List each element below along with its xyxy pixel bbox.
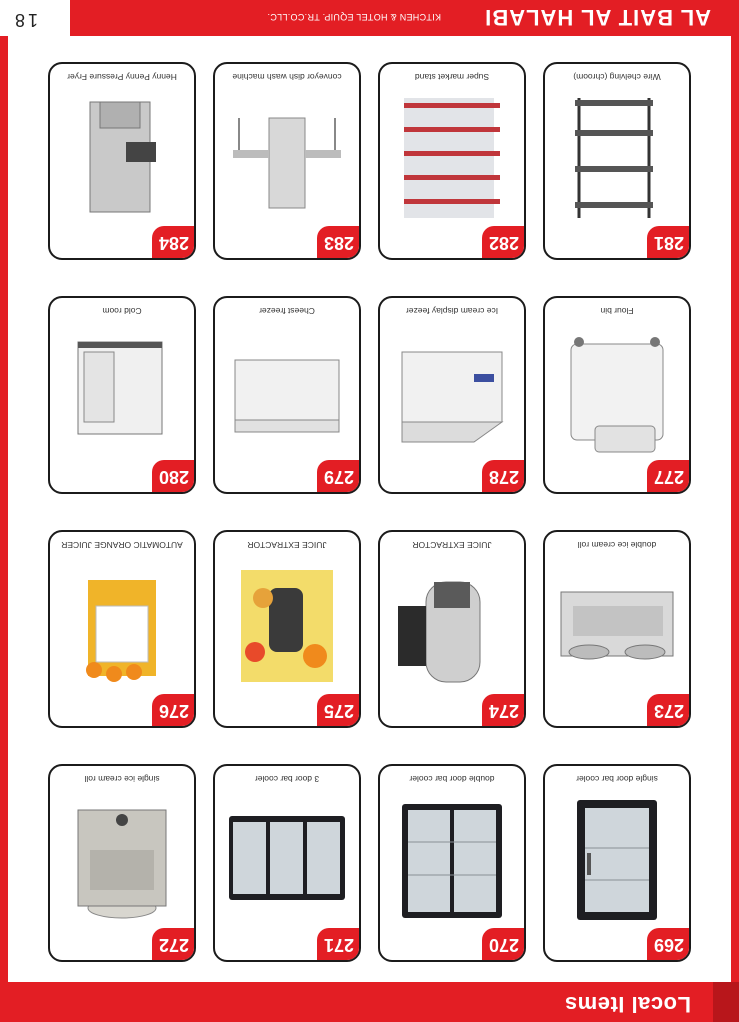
company-name: AL BAIT AL HALABI (484, 5, 711, 30)
product-name: single door bar cooler (576, 774, 658, 784)
product-card-275[interactable] (213, 530, 361, 728)
product-number: 279 (317, 460, 361, 494)
juice-extractor-icon (390, 556, 514, 696)
section-header (0, 982, 739, 1022)
pressure-fryer-icon (60, 88, 184, 228)
supermarket-stand-icon (390, 88, 514, 228)
product-card-279[interactable] (213, 296, 361, 494)
flour-bin-icon (555, 322, 679, 462)
product-number: 278 (482, 460, 526, 494)
product-name: AUTOMATIC ORANGE JUICER (61, 540, 183, 550)
chest-freezer-icon (225, 322, 349, 462)
product-number: 282 (482, 226, 526, 260)
product-card-278[interactable] (378, 296, 526, 494)
product-name: Cold room (102, 306, 142, 316)
product-number: 276 (152, 694, 196, 728)
product-card-276[interactable] (48, 530, 196, 728)
conveyor-dishwasher-icon (225, 88, 349, 228)
product-name: double door bar cooler (409, 774, 495, 784)
product-name: 3 door bar cooler (254, 774, 320, 784)
product-name: conveyor dish wash machine (232, 72, 342, 82)
display-freezer-icon (390, 322, 514, 462)
header-tab-edge (713, 982, 739, 1022)
product-name: JUICE EXTRACTOR (247, 540, 327, 550)
product-name: Super market stand (414, 72, 490, 82)
ice-cream-roll-machine-icon (60, 790, 184, 930)
product-name: double ice cream roll (577, 540, 657, 550)
product-number: 273 (647, 694, 691, 728)
section-title: Local Items (564, 992, 691, 1017)
product-number: 275 (317, 694, 361, 728)
product-number: 281 (647, 226, 691, 260)
product-name: JUICE EXTRACTOR (412, 540, 492, 550)
product-card-280[interactable] (48, 296, 196, 494)
product-card-284[interactable] (48, 62, 196, 260)
page-number: 18 (12, 10, 39, 30)
product-number: 277 (647, 460, 691, 494)
page-number-box (0, 0, 70, 36)
product-number: 272 (152, 928, 196, 962)
product-name: Ice cream display feezer (405, 306, 499, 316)
juice-extractor-fruit-icon (225, 556, 349, 696)
bar-cooler-triple-icon (225, 790, 349, 930)
wire-shelving-icon (555, 88, 679, 228)
company-subtitle: KITCHEN & HOTEL EQUIP. TR.CO.LLC. (267, 12, 441, 22)
product-number: 274 (482, 694, 526, 728)
product-card-274[interactable] (378, 530, 526, 728)
product-card-277[interactable] (543, 296, 691, 494)
product-card-282[interactable] (378, 62, 526, 260)
bar-cooler-double-icon (390, 790, 514, 930)
product-card-281[interactable] (543, 62, 691, 260)
product-card-270[interactable] (378, 764, 526, 962)
product-number: 270 (482, 928, 526, 962)
product-number: 280 (152, 460, 196, 494)
bar-cooler-single-icon (555, 790, 679, 930)
product-number: 271 (317, 928, 361, 962)
product-name: Cheest freezer (259, 306, 315, 316)
left-accent-band (731, 0, 739, 1022)
product-number: 269 (647, 928, 691, 962)
double-ice-cream-roll-icon (555, 556, 679, 696)
company-footer (0, 0, 739, 36)
product-card-269[interactable] (543, 764, 691, 962)
product-number: 283 (317, 226, 361, 260)
product-name: Wire chelving (chroom) (573, 72, 661, 82)
orange-juicer-icon (60, 556, 184, 696)
product-name: single ice cream roll (84, 774, 160, 784)
cold-room-icon (60, 322, 184, 462)
product-card-273[interactable] (543, 530, 691, 728)
product-card-271[interactable] (213, 764, 361, 962)
product-card-283[interactable] (213, 62, 361, 260)
product-name: Flour bin (600, 306, 634, 316)
product-number: 284 (152, 226, 196, 260)
product-card-272[interactable] (48, 764, 196, 962)
product-name: Henny Penny Pressure Fryer (67, 72, 177, 82)
right-accent-band (0, 0, 8, 1022)
